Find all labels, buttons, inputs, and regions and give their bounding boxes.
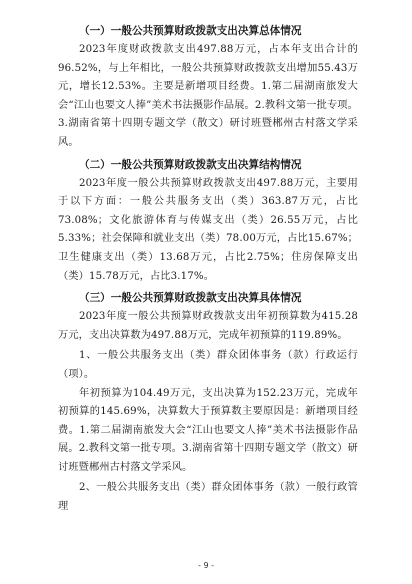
document-page <box>58 22 358 517</box>
section-heading-overall: （一）一般公共预算财政拨款支出决算总体情况 <box>79 25 302 37</box>
section-heading-detail: （三）一般公共预算财政拨款支出决算具体情况 <box>79 292 302 305</box>
section-paragraph-detail: 2023年度一般公共预算财政拨款支出年初预算数为415.28万元，支出决算数为497.88万元，完成年初预算的119.89%。 <box>58 311 358 341</box>
page-number: - 9 - <box>198 561 214 570</box>
section-paragraph-overall: 2023年度财政拨款支出497.88万元，占本年支出合计的96.52%，与上年相比，一般公共预算财政拨款支出增加55.43万元，增长12.53%。主要是新增项目经费。1.第二届湖南旅发大会“江山也要文人捧”美术书法摄影作品展。2.教科文第一批专项。3.湖南省第十四期专题文学（散文）研讨班暨郴州古村落文学采风。 <box>58 44 358 148</box>
detail-item-1-paragraph: 年初预算为104.49万元，支出决算为152.23万元，完成年初预算的145.69%，决算数大于预算数主要原因是：新增项目经费。1.第二届湖南旅发大会“江山也要文人捧”美术书法摄影作品展。2.教科文第一批专项。3.湖南省第十四期专题文学（散文）研讨班暨郴州古村落文学采风。 <box>58 387 358 473</box>
detail-item-1-title: 1、一般公共服务支出（类）群众团体事务（款）行政运行（项）。 <box>58 350 358 380</box>
detail-item-2-title: 2、一般公共服务支出（类）群众团体事务（款）一般行政管理 <box>58 482 358 513</box>
section-paragraph-structure: 2023年度一般公共预算财政拨款支出497.88万元，主要用于以下方面：一般公共服务支出（类）363.87万元，占比73.08%；文化旅游体育与传媒支出（类）26.55万元，占比5.33%；社会保障和就业支出（类）78.00万元，占比15.67%；卫生健康支出（类）13.68万元，占比2.75%；住房保障支出（类）15.78万元，占比3.17%。 <box>58 177 358 282</box>
section-heading-structure: （二）一般公共预算财政拨款支出决算结构情况 <box>79 158 302 171</box>
